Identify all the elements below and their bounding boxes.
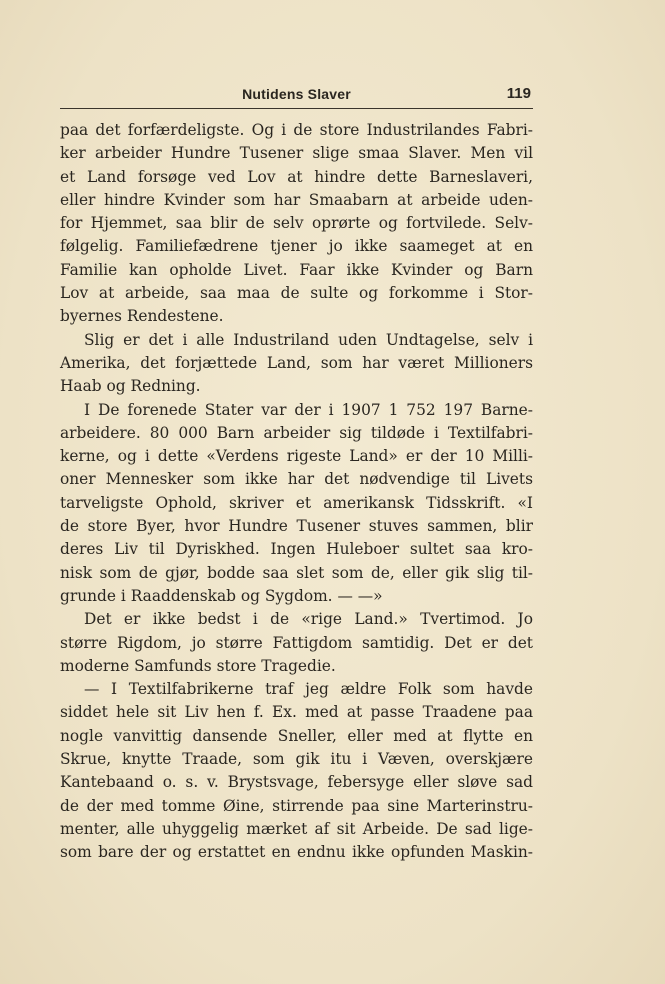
page-header	[60, 86, 533, 109]
page-number: 119	[506, 85, 531, 102]
text-line: moderne Samfunds store Tragedie.	[60, 656, 336, 675]
text-line: Slig er det i alle Industriland uden Undtagelse, selv i	[84, 330, 533, 349]
text-line: Haab og Redning.	[60, 377, 201, 396]
text-line: de store Byer, hvor Hundre Tusener stuves sammen, blir	[60, 517, 533, 536]
text-line: Skrue, knytte Traade, som gik itu i Væven, overskjære	[60, 750, 533, 769]
text-line: Det er ikke bedst i de «rige Land.» Tvertimod. Jo	[84, 610, 533, 629]
text-line: arbeidere. 80 000 Barn arbeider sig tildøde i Textilfabri-	[60, 423, 533, 442]
text-line: I De forenede Stater var der i 1907 1 752 197 Barne-	[84, 400, 533, 419]
text-line: nisk som de gjør, bodde saa slet som de, eller gik slig til-	[60, 563, 533, 582]
text-line: ker arbeider Hundre Tusener slige smaa Slaver. Men vil	[60, 144, 533, 163]
text-line: byernes Rendestene.	[60, 307, 224, 326]
text-line: kerne, og i dette «Verdens rigeste Land» er der 10 Milli-	[60, 447, 533, 466]
text-line: som bare der og erstattet en endnu ikke opfunden Maskin-	[60, 843, 533, 862]
text-line: følgelig. Familiefædrene tjener jo ikke saameget at en	[60, 237, 533, 256]
text-line: Familie kan opholde Livet. Faar ikke Kvinder og Barn	[60, 260, 533, 279]
text-line: paa det forfærdeligste. Og i de store Industrilandes Fabri-	[60, 121, 533, 139]
text-line: for Hjemmet, saa blir de selv oprørte og fortvilede. Selv-	[60, 214, 533, 233]
text-line: deres Liv til Dyriskhed. Ingen Huleboer sultet saa kro-	[60, 540, 533, 559]
running-title: Nutidens Slaver	[242, 86, 351, 102]
text-line: — I Textilfabrikerne traf jeg ældre Folk som havde	[84, 680, 533, 699]
text-line: Amerika, det forjættede Land, som har været Millioners	[60, 353, 533, 372]
text-line: Kantebaand o. s. v. Brystsvage, febersyge eller sløve sad	[60, 773, 533, 792]
text-line: de der med tomme Øine, stirrende paa sine Marterinstru-	[60, 796, 533, 815]
body-text	[60, 119, 533, 865]
text-line: eller hindre Kvinder som har Smaabarn at arbeide uden-	[60, 190, 533, 209]
text-line: oner Mennesker som ikke har det nødvendige til Livets	[60, 470, 533, 489]
text-line: grunde i Raaddenskab og Sygdom. — —»	[60, 586, 383, 605]
text-line: nogle vanvittig dansende Sneller, eller med at flytte en	[60, 726, 533, 745]
text-line: et Land forsøge ved Lov at hindre dette Barneslaveri,	[60, 167, 533, 186]
text-line: menter, alle uhyggelig mærket af sit Arbeide. De sad lige-	[60, 819, 533, 838]
text-line: siddet hele sit Liv hen f. Ex. med at passe Traadene paa	[60, 703, 533, 722]
text-line: Lov at arbeide, saa maa de sulte og forkomme i Stor-	[60, 284, 533, 303]
text-line: tarveligste Ophold, skriver et amerikansk Tidsskrift. «I	[60, 493, 533, 512]
text-line: større Rigdom, jo større Fattigdom samtidig. Det er det	[60, 633, 533, 652]
